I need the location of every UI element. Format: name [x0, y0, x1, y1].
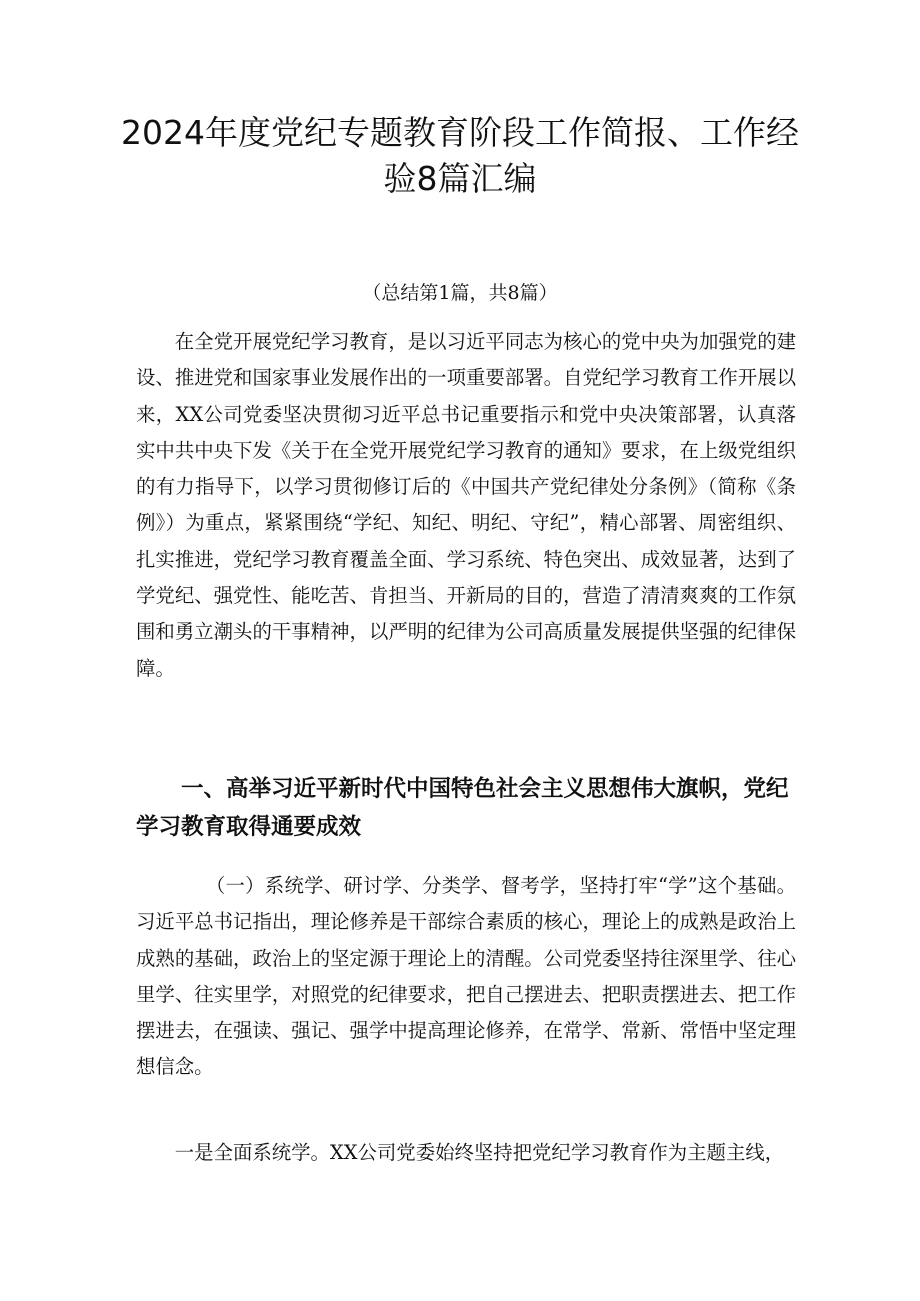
subsection-paragraph-1: （一）系统学、研讨学、分类学、督考学，坚持打牢“学”这个基础。习近平总书记指出，理论修养是干部综合素质的核心，理论上的成熟是政治上成熟的基础，政治上的坚定源于理论上的清醒。公司党委坚持往深里学、往心里学、往实里学，对照党的纪律要求，把自己摆进去、把职责摆进去、把工作摆进去，在强读、强记、强学中提高理论修养，在常学、常新、常悟中坚定理想信念。 [136, 874, 796, 1079]
document-subtitle: （总结第1篇，共8篇） [362, 282, 558, 304]
document-title: 2024年度党纪专题教育阶段工作简报、工作经验8篇汇编 [121, 113, 799, 198]
intro-paragraph: 在全党开展党纪学习教育，是以习近平同志为核心的党中央为加强党的建设、推进党和国家事业发展作出的一项重要部署。自党纪学习教育工作开展以来，XX公司党委坚决贯彻习近平总书记重要指示和党中央决策部署，认真落实中共中央下发《关于在全党开展党纪学习教育的通知》要求，在上级党组织的有力指导下，以学习贯彻修订后的《中国共产党纪律处分条例》（简称《条例》）为重点，紧紧围绕“学纪、知纪、明纪、守纪”，精心部署、周密组织、扎实推进，党纪学习教育覆盖全面、学习系统、特色突出、成效显著，达到了学党纪、强党性、能吃苦、肯担当、开新局的目的，营造了清清爽爽的工作氛围和勇立潮头的干事精神，以严明的纪律为公司高质量发展提供坚强的纪律保障。 [136, 330, 796, 680]
section-heading-1: 一、高举习近平新时代中国特色社会主义思想伟大旗帜，党纪学习教育取得通要成效 [136, 776, 789, 840]
point-paragraph-1: 一是全面系统学。XX公司党委始终坚持把党纪学习教育作为主题主线， [174, 1141, 785, 1164]
